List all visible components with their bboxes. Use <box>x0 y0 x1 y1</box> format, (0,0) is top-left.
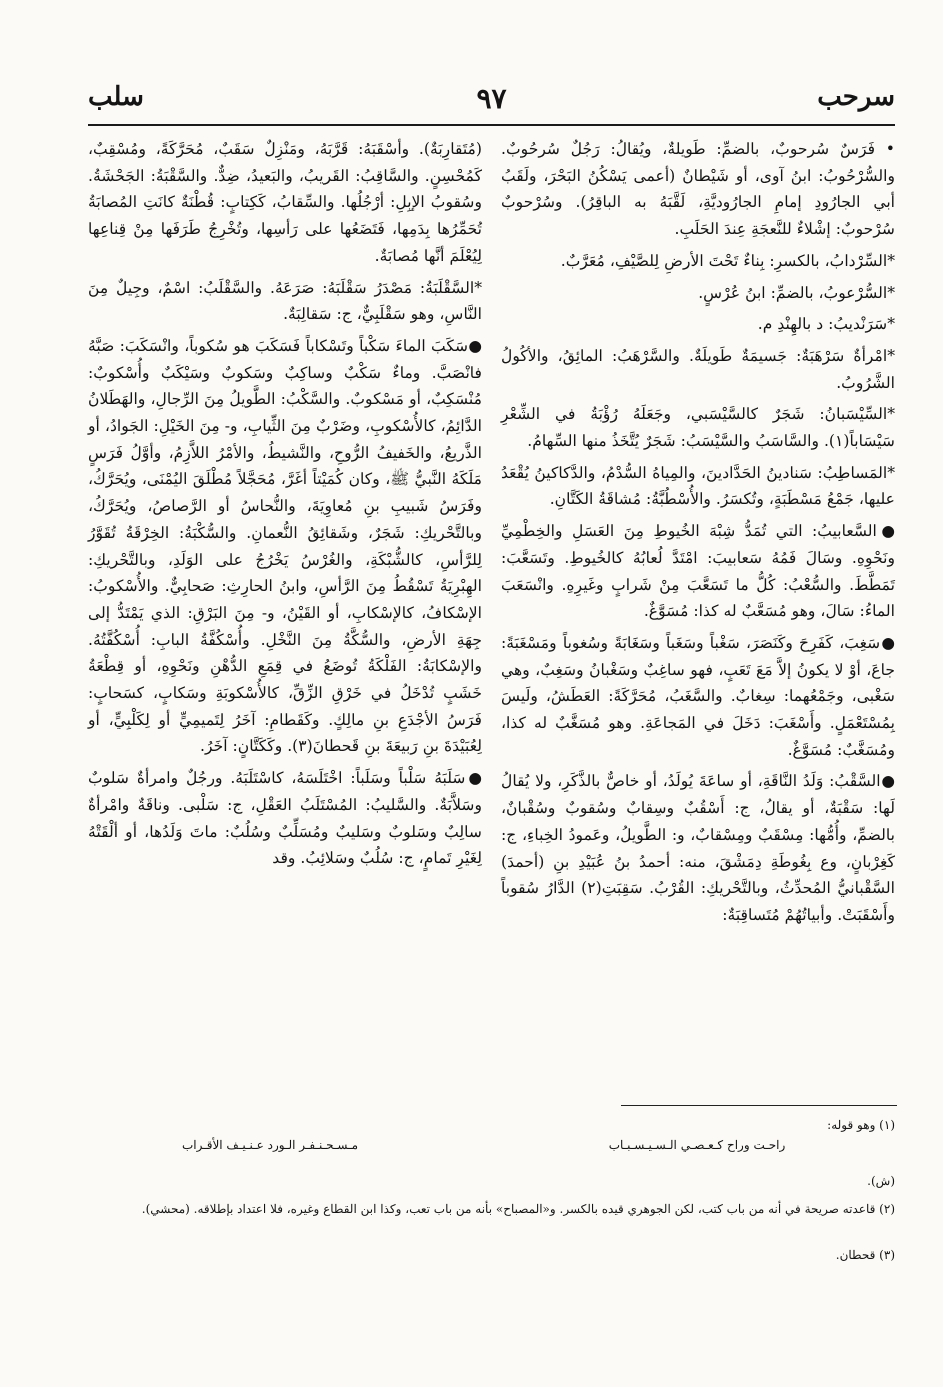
footnote-verse-left: مـسـحـنـفـر الـورد عـنـيـف الأقـراب <box>181 1138 359 1152</box>
footnote-1-source: (ش). <box>867 1174 895 1188</box>
page-number: ٩٧ <box>476 82 507 115</box>
footnote-rule <box>621 1105 897 1106</box>
page-header <box>88 78 895 122</box>
entry-sarandib: *سَرَنْديبُ: د بالهِنْدِ م. <box>757 315 895 334</box>
entry-sakaba: ●سَكَبَ الماءَ سَكْباً وتَسْكاباً فَسَكَبَ هو سُكوباً، وانْسَكَبَ: صَبَّهُ فانْصَبَّ. وماءٌ سَكْبٌ وساكِبٌ وسَكوبٌ وسَيْكَبٌ وأُسْكوبٌ: مُنْسَكِبٌ، أو مَسْكوبٌ. والسَّكْبُ: الطَّويلُ مِنَ الرِّجالِ، والهَطَلانُ الدَّائِمُ، كالأُسْكوبِ، وضَرْبٌ مِنَ الثِّيابِ، و- مِنَ الخَيْلِ: الجَوادُ، أو الذَّريعُ، والخَفيفُ الرُّوحِ، والنَّشيطُ، والأمْرُ اللاَّزِمُ، وأوَّلُ فَرَسٍ مَلَكَهُ النَّبيُّ ﷺ، وكان كُمَيْتاً أغَرَّ، مُحَجَّلاً مُطْلَقَ اليُمْنَى، ويُحَرَّكُ، وفَرَسُ شَبيبِ بنِ مُعاوِيَةَ، والنُّحاسُ أو الرَّصاصُ، ويُحَرَّكُ، وبالتَّحْريكِ: شَجَرٌ، وشَقائِقُ النُّعمانِ. والسُّكْبَةُ: الخِرْقَةُ تُقَوَّرُ لِلرَّأسِ، كالشُّبْكَةِ، والغُرْسُ يَخْرُجُ على الوَلَدِ، وبالتَّحْريكِ: الهِبْرِيَةُ تَسْقُطُ مِنَ الرَّأسِ، وابنُ الحارِثِ: صَحابِيٌّ. والأُسْكوبُ: الإسْكافُ، كالإسْكابِ، أو القَيْنُ، و- مِنَ البَرْقِ: الذي يَمْتَدُّ إلى جِهَةِ الأرضِ، والسُّكَّةُ مِنَ النَّخْلِ. وأُسْكُفَّةُ البابِ: أُسْكُفَّتُهُ. والإسْكابَةُ: الفَلْكَةُ تُوضَعُ في قِمَعِ الدُّهْنِ ونَحْوِهِ، أو قِطْعَةُ خَشَبٍ تُدْخَلُ في خَرْقِ الزِّقِّ، كالأُسْكوبَةِ وسَكابٍ، كسَحابٍ: فَرَسُ الأجْدَعِ بنِ مالِكٍ. وكَقَطامِ: آخَرُ لِتَميمِيٍّ أو لِكَلْبِيٍّ، أو لِعُبَيْدَةَ بنِ رَبيعَةَ بنِ قَحطانَ(٣). وكَكَتَّانٍ: آخَرُ. <box>88 336 482 756</box>
left-headword: سلب <box>88 82 144 112</box>
entry-masatib: *المَساطِبُ: سَنادينُ الحَدَّادينَ، والمِياهُ السُّدْمُ، والدَّكاكينُ يُقْعَدُ عليها، جَمْعُ مَسْطَبَةٍ، وتُكسَرُ. والأُسْطُبَّةُ: مُشاقَةُ الكَتَّانِ. <box>501 463 895 509</box>
footnote-verse-right: راحـت وراح كـعـصـي الـسـيـسـبـاب <box>608 1138 786 1152</box>
entry-saabib: ●السَّعابيبُ: التي تُمَدُّ شِبْهَ الخُيوطِ مِنَ العَسَلِ والخِطْمِيِّ ونَحْوِهِ. وسَالَ فَمُهُ سَعابيبَ: امْتَدَّ لُعابُهُ كالخُيوطِ. وتَسَعَّبَ: تَمَطَّطَ. والسُّعْبُ: كُلُّ ما تَسَعَّبَ مِنْ شَرابٍ وغَيرِهِ. وانْسَعَبَ الماءُ: سَالَ، وهو مُسَعَّبٌ له كذا: مُسَوَّغٌ. <box>501 522 895 621</box>
entry-saysaban: *السِّيْسَبانُ: شَجَرٌ كالسَّيْسَبي، وجَعَلَهُ رُؤْبَةُ في الشِّعْرِ سَيْسَاباً(١). والسَّاسَبُ والسَّيْسَبُ: شَجَرٌ يُتَّخَذُ منها السِّهامُ. <box>501 405 895 451</box>
entry-sirdab: *السِّرْدابُ، بالكسرِ: بِناءٌ تَحْتَ الأرضِ لِلصَّيْفِ، مُعَرَّبٌ. <box>560 251 895 270</box>
entry-sarhab: • فَرَسٌ سُرحوبٌ، بالضمِّ: طَويلةٌ، ويُقالُ: رَجُلٌ سُرحُوبٌ. والسُّرْحُوبُ: ابنُ آوى، أو شَيْطانٌ (أعمى يَسْكُنُ البَحْرَ، ولَقَبُ أبي الجارُودِ إمامِ الجارُوديَّةِ، لَقَّبَهُ به الباقِرُ). وسُرْحوبٌ سُرْحوبٌ: إشْلاءٌ للنَّعجَةِ عِندَ الحَلَبِ. <box>501 140 895 239</box>
header-rule <box>88 124 895 126</box>
entry-suruub: *السُّرْعوبُ، بالضمِّ: ابنُ عُرْسٍ. <box>698 283 895 302</box>
right-column <box>501 136 895 934</box>
entry-saqb-continued: (مُتَقارِبَةٌ). وأسْقَبَهُ: قَرَّبَهُ، ومَنْزِلٌ سَقَبٌ، مُحَرَّكَةً، ومُسْقِبٌ، كَمُحْسِنٍ. والسَّاقِبُ: القَريبُ، والبَعيدُ، ضِدٌّ. والسَّقْبَةُ: الجَحْشَةُ. وسُقوبُ الإبِلِ: أرْجُلُها. والسِّقابُ، كَكِتابٍ: قُطْنَةٌ كانَتِ المُصابَةُ تُحَمِّرُها بِدَمِها، فَتَضَعُها على رَأسِها، وتُخْرِجُ طَرَفَها مِنْ قِناعِها لِيُعْلَمَ أنَّها مُصابَةٌ. <box>88 140 482 265</box>
entry-saghiba: ●سَغِبَ، كَفَرِحَ وكَنَصَرَ، سَغْباً وسَغَباً وسَغَابَةً وسُغوباً ومَسْغَبَةً: جاعَ، أوْ لا يكونُ إلاَّ مَعَ تَعَبٍ، فهو ساغِبٌ وسَغْبانُ وسَغِبٌ، وهي سَغْبى، وجَمْعُهما: سِغابٌ. والسَّغَبُ، مُحَرَّكَةً: العَطَشُ، ولَيسَ بِمُسْتَعْمَلٍ. وأَسْغَبَ: دَخَلَ في المَجاعَةِ. وهو مُسَغَّبٌ له كذا، ومُسَغَّبٌ: مُسَوَّغٌ. <box>501 633 895 759</box>
entry-saqlaba: *السَّقْلَبَةُ: مَصْدَرُ سَقْلَبَهُ: صَرَعَهُ. والسَّقْلَبُ: اسْمٌ، وجِيلٌ مِنَ النَّاسِ، وهو سَقْلَبِيٌّ، ج: سَقالِبَةٌ. <box>88 278 482 324</box>
entry-saqb: ●السَّقْبُ: وَلَدُ النَّاقَةِ، أو ساعَةَ يُولَدُ، أو خاصٌّ بالذَّكَرِ، ولا يُقالُ لَها: سَقْبَةٌ، أو يقالُ، ج: أَسْقُبٌ وسِقابٌ وسُقوبٌ وسُقْبانٌ، بالضمِّ، وأُمُّها: مِسْقَبٌ ومِسْقابٌ، و: الطَّويلُ، وعَمودُ الخِباءِ، ج: كَغِرْبانٍ، وع بِغُوطَةِ دِمَشْقَ، منه: أحمدُ بنُ عُبَيْدِ بنِ (أحمدَ) السَّقْبانيُّ المُحدِّثُ، وبالتَّحْريكِ: القُرْبُ. سَقِبَتِ(٢) الدَّارُ سُقوباً وأَسْقَبَتْ. وأبياتُهُمْ مُتَساقِبَةٌ: <box>501 772 895 924</box>
entry-sarhaba: *امْرأةٌ سَرْهَبَةٌ: جَسيمَةٌ طَويلَةٌ. والسَّرْهَبُ: المائِقُ، والأكُولُ الشَّرُوبُ. <box>501 346 895 392</box>
footnote-1: (١) وهو قوله: <box>827 1118 895 1132</box>
left-column <box>88 136 482 877</box>
footnote-2: (٢) قاعدته صريحة في أنه من باب كتب، لكن الجوهري قيده بالكسر. و«المصباح» بأنه من باب تعب، وكذا ابن القطاع وغيره، فلا اعتداد بإطلاقه. (محشي). <box>141 1202 895 1216</box>
right-headword: سرحب <box>817 82 895 112</box>
footnote-3: (٣) قحطان. <box>835 1248 895 1262</box>
entry-salaba: ●سَلَبَهُ سَلْباً وسَلَباً: اخْتَلَسَهُ، كاسْتَلَبَهُ. ورجُلٌ وامرأةٌ سَلوبٌ وسَلاَّبَةٌ. والسَّليبُ: المُسْتَلَبُ العَقْلِ، ج: سَلْبى. وناقَةٌ وامْرأةٌ سالِبٌ وسَلوبٌ وسَليبٌ ومُسَلِّبٌ وسُلُبٌ: ماتَ وَلَدُها، أو ألْقَتْهُ لِغَيْرِ تَمامٍ، ج: سُلُبٌ وسَلائِبُ. وقد <box>88 769 482 868</box>
